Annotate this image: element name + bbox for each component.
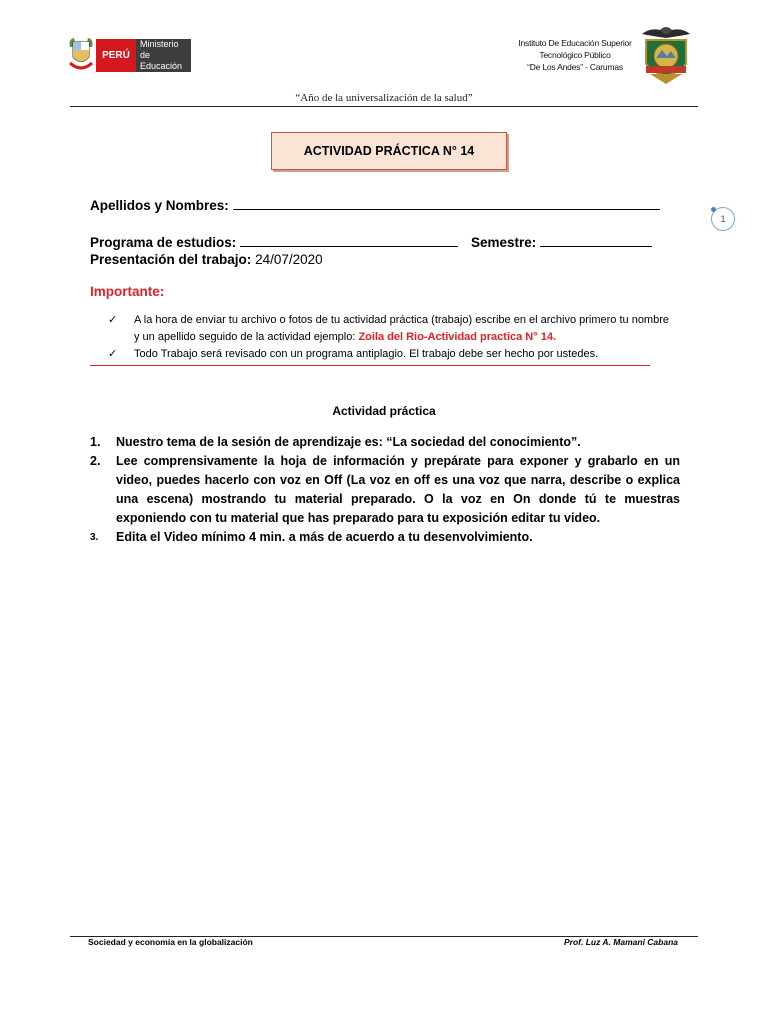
institute-shield-icon — [638, 24, 694, 86]
list-item-text: Lee comprensivamente la hoja de información y prepárate para exponer y grabarlo en un video, puedes hacerlo con voz en Off (La voz en off es una voz que narra, describe o explica una escena) mostrando tu material preparado. O la voz en On donde tú te muestras exponiendo con tu material que has preparado para tu exposición editar tu video. — [116, 454, 680, 525]
checkmark-icon: ✓ — [108, 348, 118, 360]
list-item-number: 3. — [90, 532, 99, 543]
presentation-label: Presentación del trabajo: — [90, 252, 252, 267]
program-blank[interactable] — [240, 233, 458, 247]
footer-course: Sociedad y economía en la globalización — [88, 937, 253, 947]
activity-heading: Actividad práctica — [332, 404, 436, 418]
list-item-text: Edita el Video mínimo 4 min. a más de acuerdo a tu desenvolvimiento. — [116, 530, 533, 544]
program-label: Programa de estudios: — [90, 235, 237, 250]
important-heading: Importante: — [90, 284, 165, 299]
semester-label: Semestre: — [471, 235, 537, 250]
note-item — [108, 346, 668, 363]
page-marker-dot — [711, 207, 716, 212]
list-item — [90, 452, 680, 528]
peru-coat-of-arms-icon — [66, 33, 96, 73]
activity-list — [90, 433, 680, 547]
list-item-text: Nuestro tema de la sesión de aprendizaje es: “La sociedad del conocimiento”. — [116, 435, 581, 449]
note-item — [108, 312, 668, 346]
list-item — [90, 433, 680, 452]
checkmark-icon: ✓ — [108, 314, 118, 326]
activity-title-box: ACTIVIDAD PRÁCTICA N° 14 — [271, 132, 507, 170]
red-divider — [90, 365, 650, 366]
semester-blank[interactable] — [540, 233, 652, 247]
list-item-number: 1. — [90, 435, 101, 449]
peru-label: PERÚ — [96, 39, 136, 72]
page-number-badge: 1 — [711, 207, 735, 231]
institute-line-1: Instituto De Educación Superior — [518, 38, 632, 48]
ministry-line-2: Educación — [140, 61, 183, 71]
institute-line-2: Tecnológico Público — [539, 50, 611, 60]
semester-field — [471, 233, 652, 250]
header-divider — [70, 106, 698, 107]
note-text: Todo Trabajo será revisado con un programa antiplagio. El trabajo debe ser hecho por ustedes. — [134, 348, 599, 360]
program-field — [90, 233, 458, 250]
footer-teacher: Prof. Luz A. Mamani Cabana — [564, 937, 678, 947]
example-highlight: Zoila del Rio-Actividad practica N° 14. — [358, 331, 556, 343]
ministry-line-1: Ministerio de — [140, 39, 179, 60]
ministry-label — [136, 39, 191, 72]
institute-name — [505, 37, 645, 73]
year-motto: “Año de la universalización de la salud” — [295, 92, 473, 104]
names-field — [90, 196, 660, 213]
list-item — [90, 528, 680, 547]
presentation-field — [90, 252, 323, 267]
list-item-number: 2. — [90, 454, 101, 468]
names-label: Apellidos y Nombres: — [90, 198, 229, 213]
institute-line-3: “De Los Andes” - Carumas — [527, 62, 623, 72]
names-blank[interactable] — [233, 196, 660, 210]
presentation-date: 24/07/2020 — [255, 252, 323, 267]
note-text: A la hora de enviar tu archivo o fotos de tu actividad práctica (trabajo) escribe en el archivo primero tu nombre y un apellido seguido de la actividad ejemplo: Zoila del Rio-Actividad practica N° 14. — [134, 314, 669, 343]
